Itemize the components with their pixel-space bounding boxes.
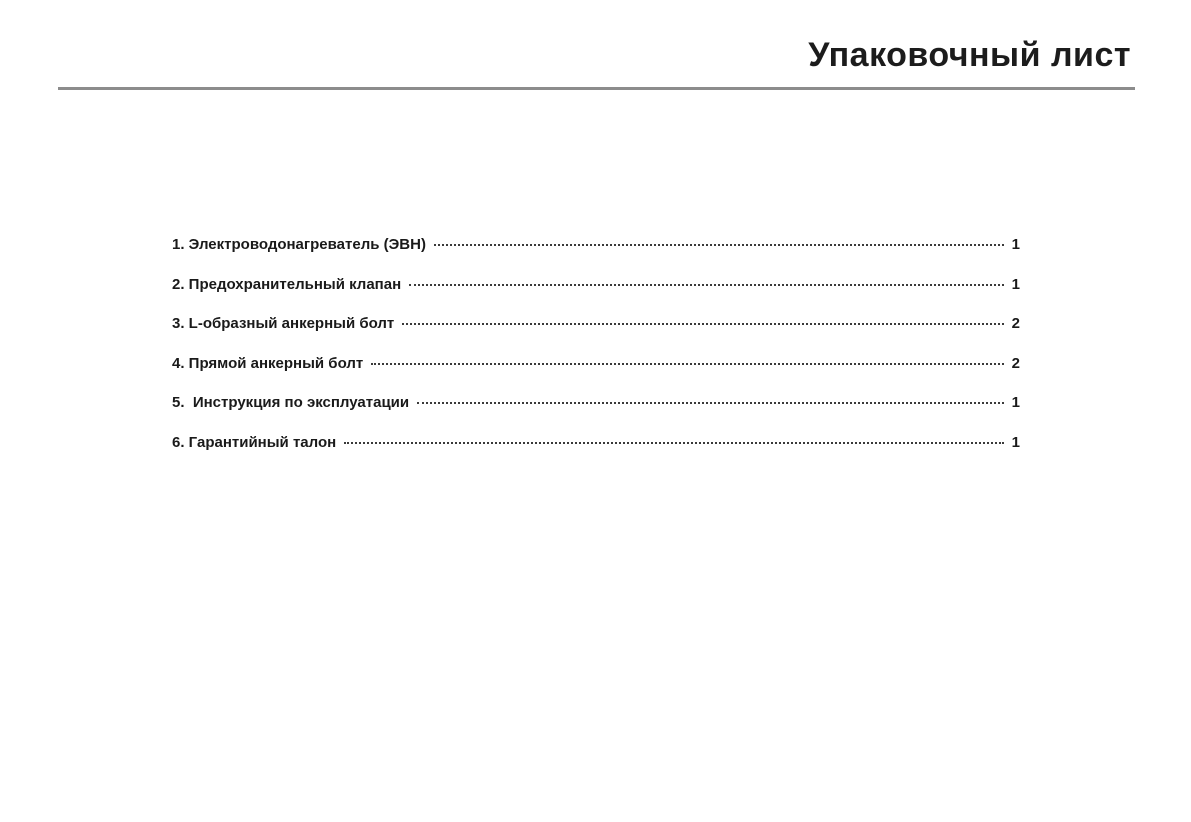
item-label: 5. Инструкция по эксплуатации: [172, 394, 410, 412]
packing-list: [172, 236, 1020, 474]
dot-leader: [417, 402, 1004, 404]
item-quantity: 2: [1011, 315, 1020, 333]
list-item: [172, 236, 1020, 276]
dot-leader: [409, 284, 1004, 286]
item-label: 3. L-образный анкерный болт: [172, 315, 395, 333]
item-quantity: 1: [1011, 275, 1020, 293]
page-title: Упаковочный лист: [808, 36, 1131, 74]
list-item: [172, 394, 1020, 434]
item-label: 2. Предохранительный клапан: [172, 275, 402, 293]
item-quantity: 1: [1011, 236, 1020, 253]
dot-leader: [402, 323, 1004, 325]
list-item: [172, 434, 1020, 474]
list-item: [172, 315, 1020, 355]
item-quantity: 1: [1011, 433, 1020, 451]
item-quantity: 2: [1011, 354, 1020, 372]
dot-leader: [344, 442, 1004, 444]
dot-leader: [434, 244, 1004, 246]
item-label: 4. Прямой анкерный болт: [172, 354, 364, 372]
item-label: 6. Гарантийный талон: [172, 433, 337, 451]
list-item: [172, 355, 1020, 395]
item-quantity: 1: [1011, 394, 1020, 412]
list-item: [172, 276, 1020, 316]
item-label: 1. Электроводонагреватель (ЭВН): [172, 236, 426, 253]
title-divider: [58, 87, 1135, 90]
dot-leader: [371, 363, 1004, 365]
